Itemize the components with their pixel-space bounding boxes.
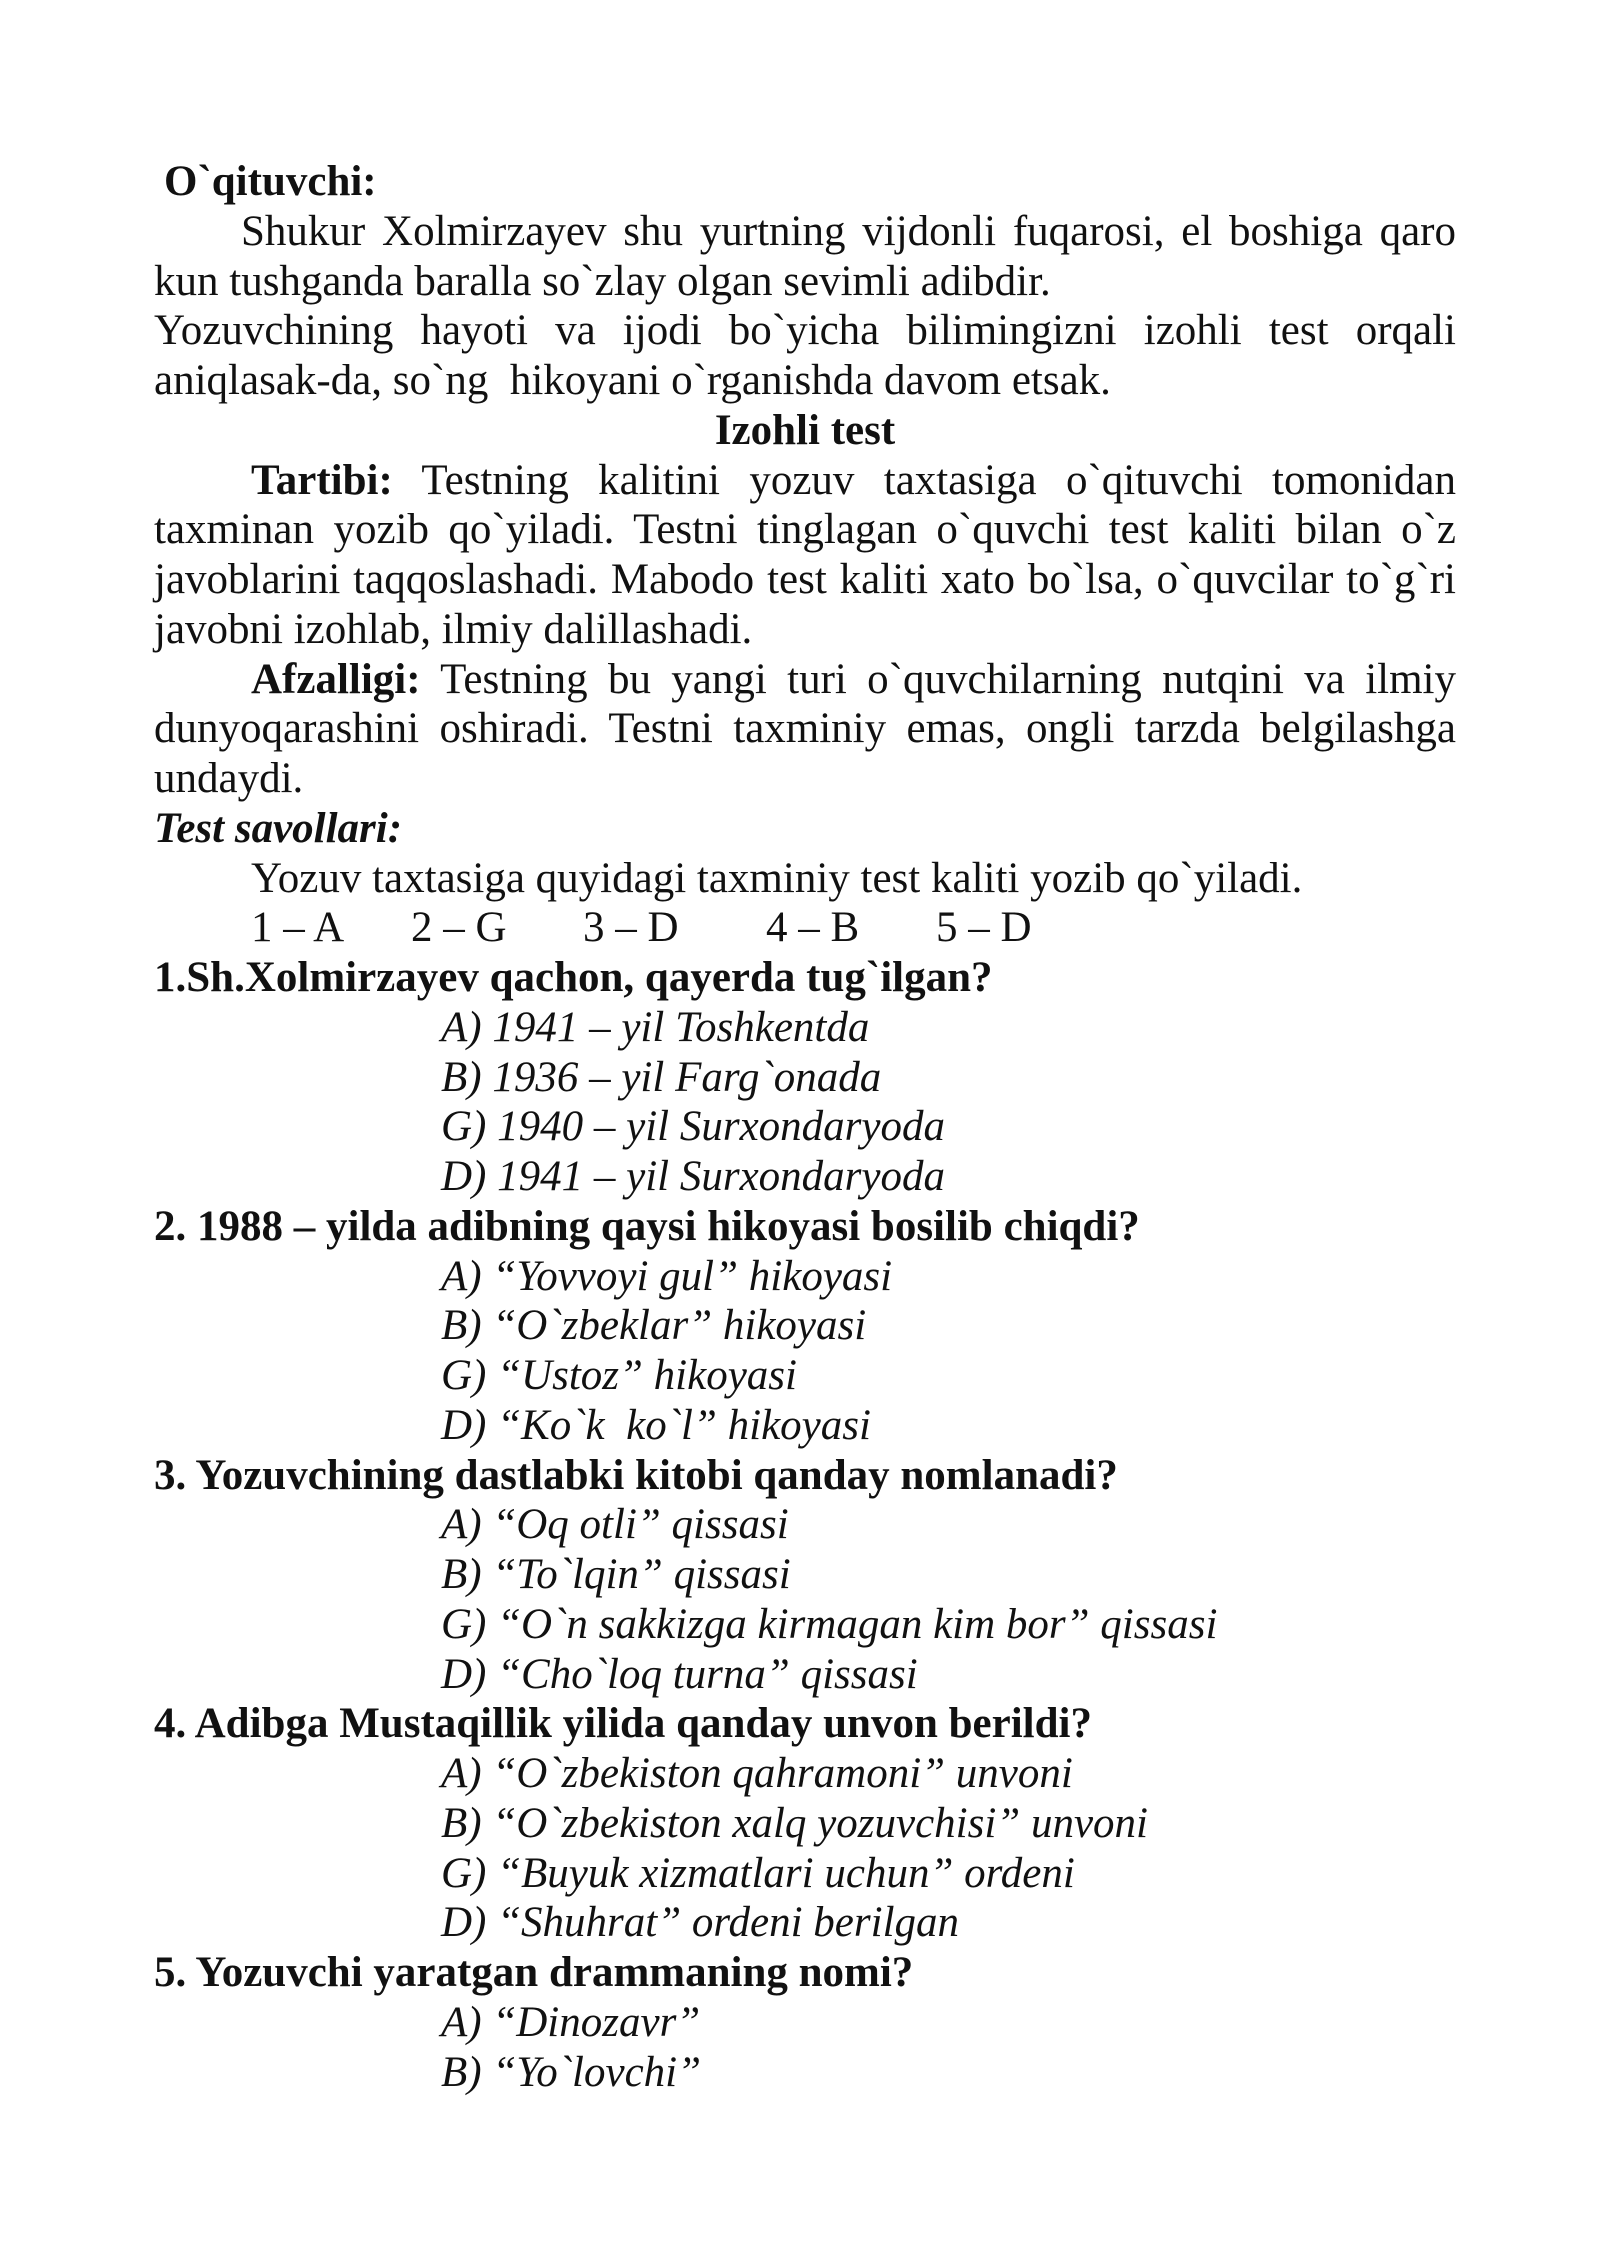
procedure-text: Testning kalitini yozuv taxtasiga o`qituvchi tomonidan	[421, 456, 1456, 504]
question-2-option-b: B) “O`zbeklar” hikoyasi	[441, 1302, 867, 1350]
answer-key-item: 5 – D	[936, 904, 1032, 952]
teacher-label: O`qituvchi:	[164, 158, 377, 205]
section-title: Izohli test	[714, 406, 896, 454]
question-4-option-g: G) “Buyuk xizmatlari uchun” ordeni	[441, 1849, 1075, 1897]
question-4: 4. Adibga Mustaqillik yilida qanday unvon berildi?	[154, 1700, 1092, 1748]
document-body	[154, 157, 1456, 2097]
advantage-line	[154, 655, 1456, 705]
questions-heading: Test savollari:	[154, 804, 403, 852]
question-1: 1.Sh.Xolmirzayev qachon, qayerda tug`ilgan?	[154, 954, 993, 1001]
procedure-line: taxminan yozib qo`yiladi. Testni tinglagan o`quvchi test kaliti bilan o`z	[154, 506, 1456, 554]
answer-key-item: 4 – B	[766, 904, 860, 952]
question-5-option-a: A) “Dinozavr”	[441, 1998, 701, 2046]
question-2-option-d: D) “Ko`k ko`l” hikoyasi	[441, 1401, 871, 1449]
question-4-option-d: D) “Shuhrat” ordeni berilgan	[441, 1899, 960, 1947]
answer-key-item: 1 – A	[251, 904, 345, 952]
question-3-option-d: D) “Cho`loq turna” qissasi	[441, 1650, 918, 1698]
purpose-line: Yozuvchining hayoti va ijodi bo`yicha bilimingizni izohli test orqali	[154, 307, 1456, 355]
advantage-label: Afzalligi:	[251, 655, 421, 703]
answer-key-item: 3 – D	[583, 904, 679, 952]
question-1-option-b: B) 1936 – yil Farg`onada	[441, 1053, 882, 1101]
procedure-label: Tartibi:	[251, 456, 393, 504]
question-4-option-b: B) “O`zbekiston xalq yozuvchisi” unvoni	[441, 1799, 1149, 1847]
question-3-option-a: A) “Oq otli” qissasi	[441, 1501, 789, 1549]
purpose-line: aniqlasak-da, so`ng hikoyani o`rganishda davom etsak.	[154, 357, 1111, 404]
question-5-option-b: B) “Yo`lovchi”	[441, 2048, 702, 2096]
intro-line: kun tushganda baralla so`zlay olgan sevimli adibdir.	[154, 257, 1051, 305]
question-1-option-g: G) 1940 – yil Surxondaryoda	[441, 1103, 945, 1151]
question-5: 5. Yozuvchi yaratgan drammaning nomi?	[154, 1949, 914, 1996]
advantage-line: dunyoqarashini oshiradi. Testni taxminiy emas, ongli tarzda belgilashga	[154, 705, 1456, 753]
answer-key-item: 2 – G	[411, 904, 507, 952]
question-2-option-g: G) “Ustoz” hikoyasi	[441, 1352, 797, 1399]
procedure-line: javoblarini taqqoslashadi. Mabodo test kaliti xato bo`lsa, o`quvcilar to`g`ri	[154, 556, 1456, 603]
procedure-line: javobni izohlab, ilmiy dalillashadi.	[154, 605, 753, 653]
question-2: 2. 1988 – yilda adibning qaysi hikoyasi bosilib chiqdi?	[154, 1202, 1140, 1250]
question-2-option-a: A) “Yovvoyi gul” hikoyasi	[441, 1252, 893, 1300]
advantage-line: undaydi.	[154, 755, 304, 802]
intro-line: Shukur Xolmirzayev shu yurtning vijdonli fuqarosi, el boshiga qaro	[241, 207, 1456, 255]
answer-key	[154, 903, 1456, 953]
question-3-option-b: B) “To`lqin” qissasi	[441, 1551, 791, 1598]
question-1-option-d: D) 1941 – yil Surxondaryoda	[441, 1153, 945, 1200]
question-4-option-a: A) “O`zbekiston qahramoni” unvoni	[441, 1750, 1073, 1797]
question-3: 3. Yozuvchining dastlabki kitobi qanday nomlanadi?	[154, 1451, 1118, 1499]
key-intro: Yozuv taxtasiga quyidagi taxminiy test kaliti yozib qo`yiladi.	[251, 854, 1303, 902]
advantage-text: Testning bu yangi turi o`quvchilarning nutqini va ilmiy	[440, 655, 1456, 703]
question-3-option-g: G) “O`n sakkizga kirmagan kim bor” qissasi	[441, 1600, 1218, 1648]
procedure-line	[154, 456, 1456, 506]
question-1-option-a: A) 1941 – yil Toshkentda	[441, 1003, 870, 1051]
